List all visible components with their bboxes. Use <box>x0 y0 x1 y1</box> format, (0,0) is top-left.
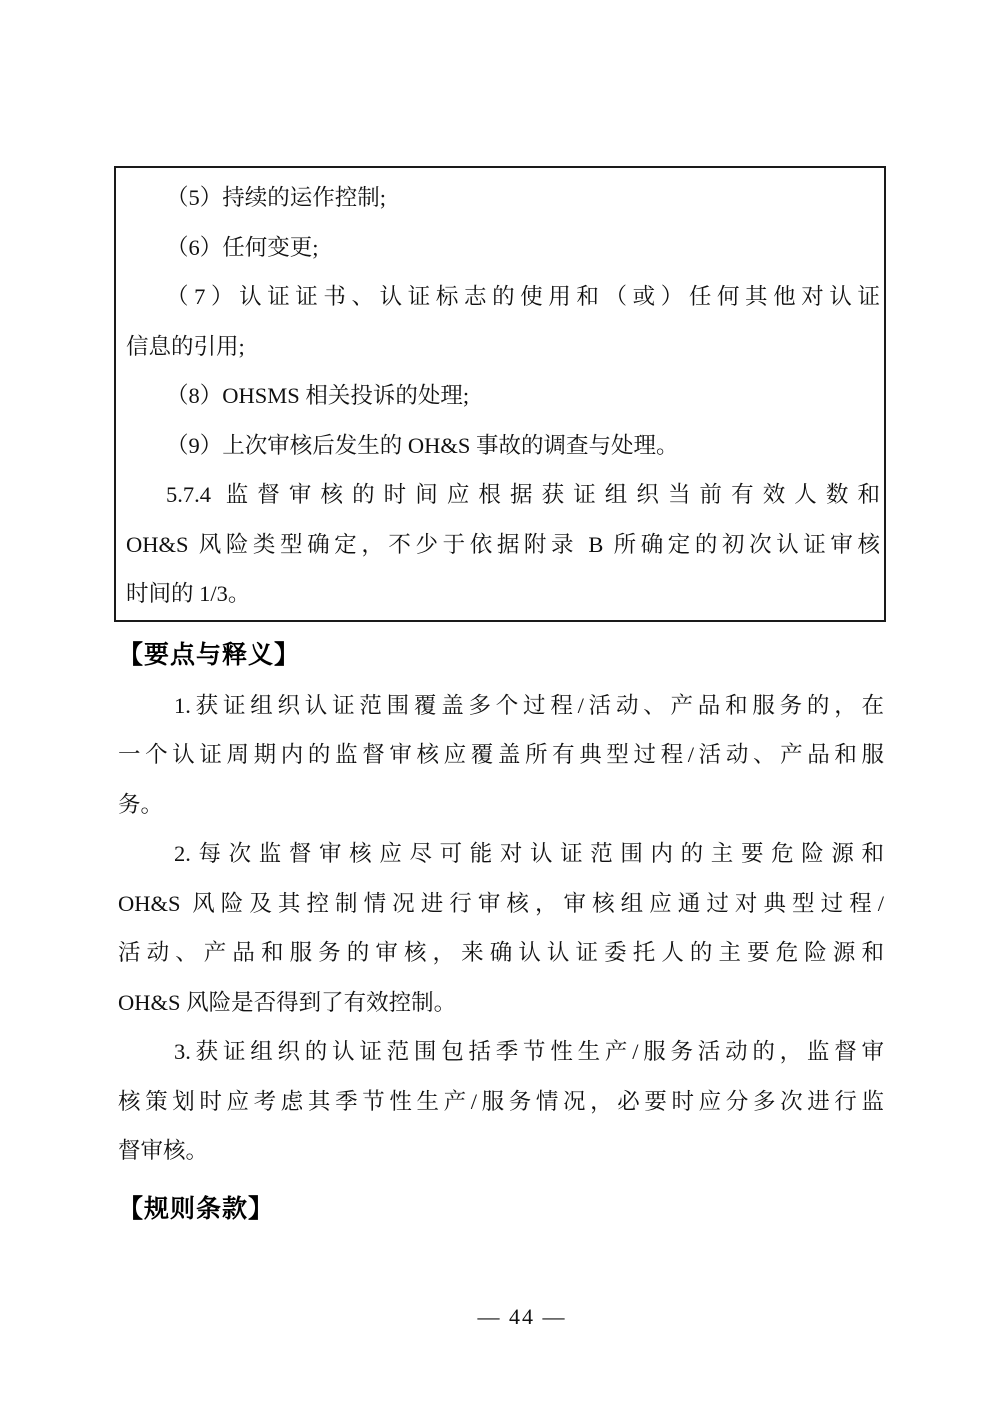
clause-box <box>114 166 886 622</box>
main-content <box>118 631 884 1234</box>
heading-rule-clauses: 【规则条款】 <box>118 1194 275 1223</box>
clause-line-8: （8）OHSMS 相关投诉的处理; <box>166 383 470 408</box>
key-point-1-line-3: 务。 <box>118 791 164 817</box>
key-point-2 <box>118 829 884 1027</box>
key-point-1-line-1: 1.获证组织认证范围覆盖多个过程/活动、产品和服务的，在 <box>174 692 884 718</box>
page-number: — 44 — <box>477 1304 567 1329</box>
key-point-2-line-4: OH&S 风险是否得到了有效控制。 <box>118 989 457 1015</box>
key-point-2-line-3: 活动、产品和服务的审核，来确认认证委托人的主要危险源和 <box>118 940 884 965</box>
key-point-1 <box>118 681 884 830</box>
clause-line-7-wrap: 信息的引用; <box>126 333 245 359</box>
clause-line-9: （9）上次审核后发生的 OH&S 事故的调查与处理。 <box>166 432 679 458</box>
key-point-3-line-3: 督审核。 <box>118 1138 209 1163</box>
key-point-3 <box>118 1027 884 1176</box>
clause-line-5: （5）持续的运作控制; <box>166 185 387 210</box>
clause-574-line-2: OH&S 风险类型确定，不少于依据附录 B 所确定的初次认证审核 <box>126 531 880 557</box>
key-point-3-line-2: 核策划时应考虑其季节性生产/服务情况，必要时应分多次进行监 <box>118 1088 884 1114</box>
key-point-3-line-1: 3.获证组织的认证范围包括季节性生产/服务活动的，监督审 <box>174 1039 884 1064</box>
key-point-2-line-1: 2.每次监督审核应尽可能对认证范围内的主要危险源和 <box>174 841 884 866</box>
heading-key-points: 【要点与释义】 <box>118 641 301 669</box>
page-footer <box>0 1303 1000 1331</box>
clause-line-6: （6）任何变更; <box>166 234 319 260</box>
clause-574-line-3: 时间的 1/3。 <box>126 581 251 606</box>
key-point-1-line-2: 一个认证周期内的监督审核应覆盖所有典型过程/活动、产品和服 <box>118 742 884 767</box>
clause-line-7: （7）认证证书、认证标志的使用和（或）任何其他对认证 <box>166 284 880 309</box>
clause-574-line-1: 5.7.4 监督审核的时间应根据获证组织当前有效人数和 <box>166 482 880 507</box>
key-point-2-line-2: OH&S 风险及其控制情况进行审核，审核组应通过对典型过程/ <box>118 890 884 916</box>
